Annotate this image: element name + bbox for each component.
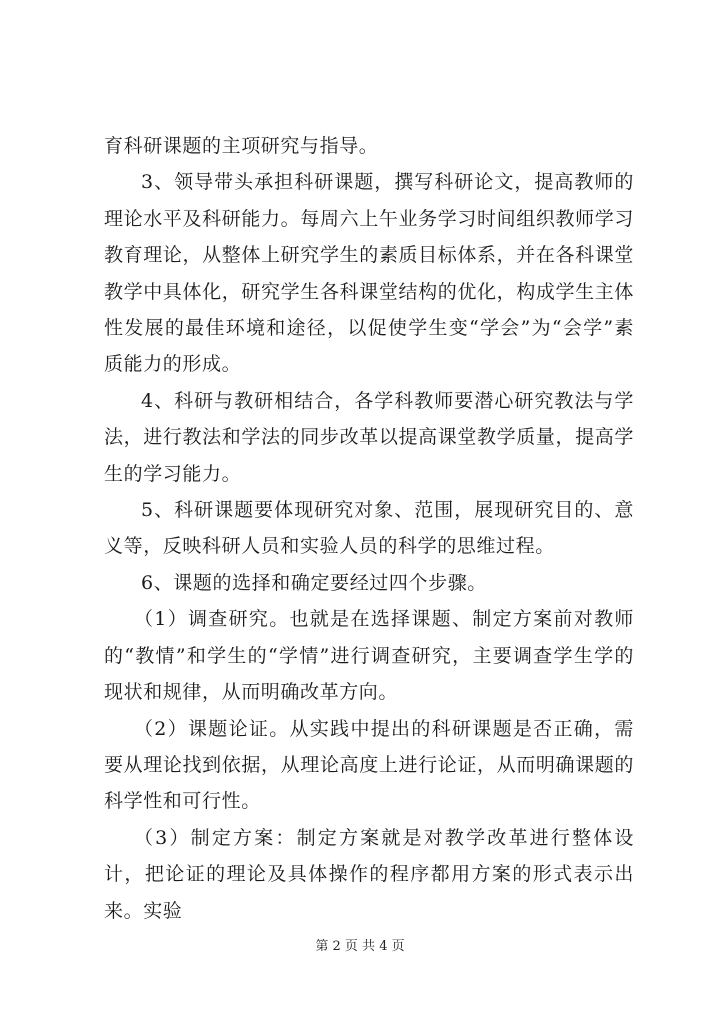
paragraph-step-2: （2）课题论证。从实践中提出的科研课题是否正确，需要从理论找到依据，从理论高度上进行论证，从而明确课题的科学性和可行性。 — [104, 717, 634, 813]
paragraph-step-3: （3）制定方案：制定方案就是对教学改革进行整体设计，把论证的理论及具体操作的程序都用方案的形式表示出来。实验 — [104, 826, 634, 922]
document-body — [104, 128, 634, 929]
paragraph-item-3: 3、领导带头承担科研课题，撰写科研论文，提高教师的理论水平及科研能力。每周六上午业务学习时间组织教师学习教育理论，从整体上研究学生的素质目标体系，并在各科课堂教学中具体化，研究学生各科课堂结构的优化，构成学生主体性发展的最佳环境和途径，以促使学生变“学会”为“会学”素质能力的形成。 — [104, 171, 634, 376]
page-number-footer: 第 2 页 共 4 页 — [315, 939, 405, 954]
paragraph-continuation: 育科研课题的主项研究与指导。 — [104, 135, 379, 157]
paragraph-item-4: 4、科研与教研相结合，各学科教师要潜心研究教法与学法，进行教法和学法的同步改革以提高课堂教学质量，提高学生的学习能力。 — [104, 389, 634, 485]
paragraph-item-5: 5、科研课题要体现研究对象、范围，展现研究目的、意义等，反映科研人员和实验人员的科学的思维过程。 — [104, 499, 634, 558]
paragraph-step-1: （1）调查研究。也就是在选择课题、制定方案前对教师的“教情”和学生的“学情”进行调查研究，主要调查学生学的现状和规律，从而明确改革方向。 — [104, 608, 634, 704]
paragraph-item-6: 6、课题的选择和确定要经过四个步骤。 — [141, 571, 487, 594]
